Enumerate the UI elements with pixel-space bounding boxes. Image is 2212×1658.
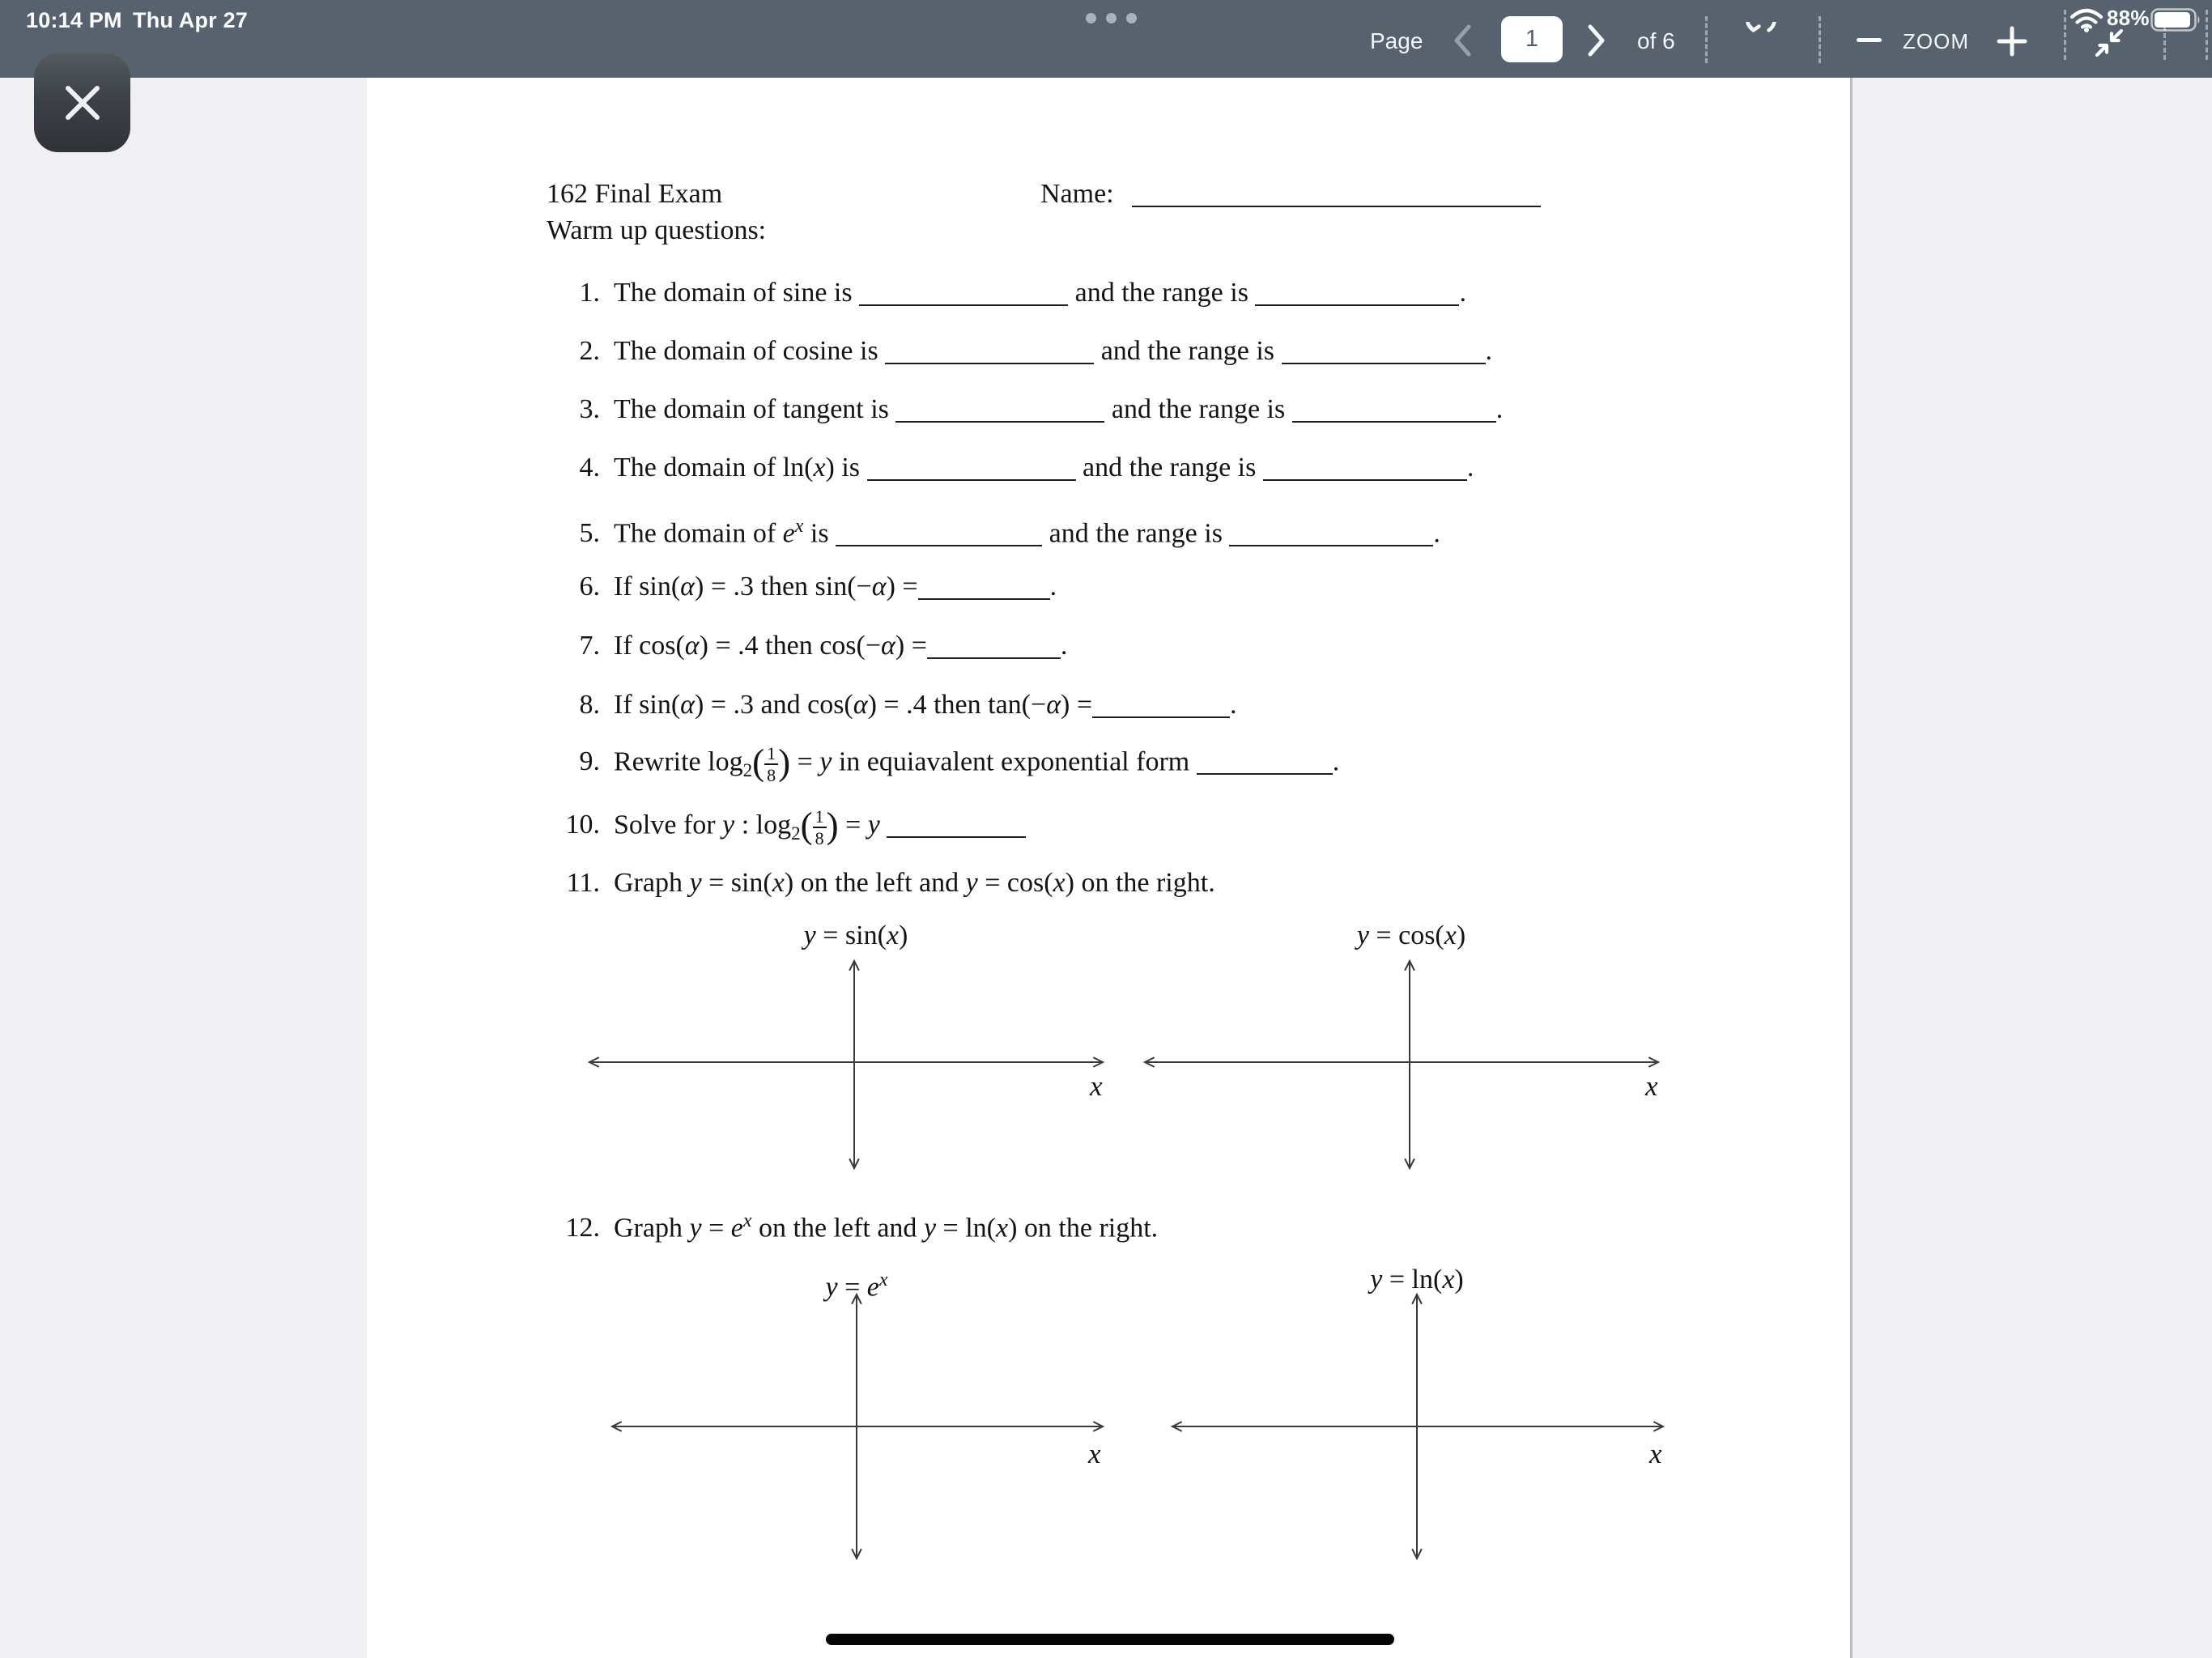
question-text: and the range is xyxy=(1068,278,1256,308)
question-text: : log xyxy=(734,810,792,840)
pdf-viewer-toolbar xyxy=(0,0,2212,78)
document-title: 162 Final Exam xyxy=(547,179,723,209)
question-text: ) = xyxy=(895,631,927,661)
question-text: Rewrite log xyxy=(614,746,743,777)
question-row-1 xyxy=(553,277,1466,309)
battery-percent: 88% xyxy=(2107,6,2150,30)
question-number: 3. xyxy=(579,394,600,424)
toolbar-separator xyxy=(1819,16,1821,63)
x-axis-label: x xyxy=(1645,1070,1658,1102)
question-text: ) xyxy=(899,920,908,950)
name-answer-blank xyxy=(1132,202,1541,207)
answer-blank xyxy=(1282,359,1486,364)
question-text: . xyxy=(1060,631,1068,661)
question-row-9 xyxy=(553,744,1339,787)
question-text: The domain of xyxy=(614,518,783,549)
math-superscript: x xyxy=(794,516,804,537)
paren-close: ) xyxy=(826,805,839,846)
chevron-left-icon xyxy=(1450,23,1474,58)
question-text: The domain of sine is xyxy=(614,278,860,308)
graph-equation-label xyxy=(804,920,908,952)
math-fraction: $\frac{1}{8}$ xyxy=(813,807,827,848)
question-text: in equiavalent exponential form xyxy=(832,746,1197,777)
status-date: Thu Apr 27 xyxy=(133,8,249,32)
question-row-4 xyxy=(553,452,1474,484)
answer-blank xyxy=(887,833,1026,838)
question-text: Graph xyxy=(614,1213,690,1244)
answer-blank xyxy=(1292,418,1496,423)
question-text: = cos( xyxy=(1368,920,1444,950)
question-text: ) = xyxy=(1061,690,1093,720)
question-number: 7. xyxy=(579,631,600,661)
math-variable: y xyxy=(689,1213,702,1244)
question-text: ) on the right. xyxy=(1008,1213,1159,1244)
math-variable: y xyxy=(803,920,816,950)
zoom-out-button[interactable] xyxy=(1853,28,1885,52)
page-number-input[interactable] xyxy=(1501,16,1563,62)
question-text: ) xyxy=(1456,920,1466,950)
paren-open: ( xyxy=(752,742,765,783)
question-text: If sin( xyxy=(614,572,681,602)
question-text: . xyxy=(1332,746,1340,777)
math-variable: y xyxy=(867,810,880,840)
graph-equation-label xyxy=(1370,1264,1463,1296)
question-text: and the range is xyxy=(1094,336,1282,366)
question-text: ) xyxy=(1454,1265,1464,1295)
question-text: . xyxy=(1459,278,1466,308)
graph-axes xyxy=(1142,959,1661,1171)
math-variable: x xyxy=(772,868,785,898)
question-row-6 xyxy=(553,571,1057,603)
question-text: ) = .4 then cos(− xyxy=(699,631,882,661)
question-text: . xyxy=(1485,336,1493,366)
rotate-button[interactable] xyxy=(1741,21,1781,62)
document-subtitle: Warm up questions: xyxy=(547,215,767,245)
question-text: = xyxy=(790,746,820,777)
page-label: Page xyxy=(1370,28,1423,53)
answer-blank xyxy=(859,301,1068,306)
question-text: = sin( xyxy=(815,920,887,950)
question-text: . xyxy=(1466,453,1474,483)
math-variable: x xyxy=(1442,1265,1455,1295)
close-icon xyxy=(61,81,104,125)
answer-blank xyxy=(918,595,1050,600)
math-variable: α xyxy=(684,631,700,661)
question-text: = cos( xyxy=(977,868,1053,898)
status-time: 10:14 PM xyxy=(26,8,122,32)
math-superscript: x xyxy=(742,1210,752,1231)
question-text: ) on the right. xyxy=(1065,868,1215,898)
name-label: Name: xyxy=(1040,179,1114,209)
x-axis-label: x xyxy=(1649,1438,1662,1469)
name-line xyxy=(1040,178,1541,210)
answer-blank xyxy=(867,476,1076,481)
math-variable: y xyxy=(923,1213,937,1244)
question-text: ) = .3 and cos( xyxy=(695,690,853,720)
math-variable: y xyxy=(1356,920,1369,950)
math-variable: y xyxy=(689,868,702,898)
math-variable: y xyxy=(825,1272,838,1303)
question-text: The domain of cosine is xyxy=(614,336,886,366)
math-subscript: 2 xyxy=(791,823,801,844)
battery-icon xyxy=(2150,8,2202,32)
question-text xyxy=(880,810,887,840)
math-variable: x xyxy=(1444,920,1457,950)
question-row-2 xyxy=(553,335,1492,368)
math-variable: x xyxy=(886,920,900,950)
question-text: = xyxy=(701,1213,731,1244)
plus-icon xyxy=(1996,25,2028,57)
question-text: = xyxy=(837,1272,867,1303)
question-text: ) = .4 then tan(− xyxy=(867,690,1047,720)
chevron-right-icon xyxy=(1585,23,1609,58)
document-page xyxy=(367,78,1853,1658)
x-axis-label: x xyxy=(1090,1070,1103,1102)
question-text: The domain of tangent is xyxy=(614,394,896,424)
math-variable: x xyxy=(1053,868,1066,898)
answer-blank xyxy=(885,359,1094,364)
math-variable: α xyxy=(881,631,895,661)
graph-equation-label xyxy=(1357,920,1465,952)
question-text: = ln( xyxy=(1382,1265,1443,1295)
math-variable: α xyxy=(680,690,696,720)
math-superscript: x xyxy=(878,1269,888,1290)
graph-axes xyxy=(1170,1292,1665,1561)
question-row-7 xyxy=(553,630,1067,662)
math-fraction: $\frac{1}{8}$ xyxy=(764,744,778,785)
answer-blank xyxy=(836,542,1042,546)
math-variable: α xyxy=(1046,690,1061,720)
minus-icon xyxy=(1857,38,1882,42)
toolbar-separator xyxy=(1705,16,1708,63)
question-number: 5. xyxy=(579,518,600,549)
math-variable: y xyxy=(722,810,735,840)
question-number: 1. xyxy=(579,278,600,308)
math-variable: x xyxy=(995,1213,1009,1244)
x-axis-label: x xyxy=(1088,1438,1101,1469)
rotate-icon xyxy=(1742,22,1780,61)
graph-axes xyxy=(587,959,1105,1171)
toolbar-separator xyxy=(2206,10,2208,60)
question-text: Solve for xyxy=(614,810,723,840)
answer-blank xyxy=(1263,476,1467,481)
question-text: on the left and xyxy=(751,1213,924,1244)
question-text: and the range is xyxy=(1104,394,1292,424)
question-text: ) on the left and xyxy=(784,868,966,898)
graph-axes xyxy=(610,1292,1105,1561)
multitasking-indicator-dots xyxy=(1086,13,1137,23)
question-text: ) = .3 then sin(− xyxy=(695,572,872,602)
question-row-8 xyxy=(553,689,1237,721)
question-text: . xyxy=(1495,394,1504,424)
question-number: 12. xyxy=(565,1213,600,1244)
math-subscript: 2 xyxy=(742,760,753,781)
answer-blank xyxy=(927,654,1061,659)
question-number: 4. xyxy=(579,453,600,483)
math-variable: α xyxy=(680,572,696,602)
math-variable: α xyxy=(871,572,887,602)
question-row-5 xyxy=(553,510,1440,550)
math-variable: y xyxy=(819,746,832,777)
question-number: 6. xyxy=(579,572,600,602)
math-variable: x xyxy=(813,453,826,483)
zoom-in-button[interactable] xyxy=(1993,23,2031,60)
close-button[interactable] xyxy=(34,53,130,152)
answer-blank xyxy=(1197,770,1333,775)
question-text: is xyxy=(803,518,836,549)
home-indicator[interactable] xyxy=(826,1634,1394,1645)
math-variable: α xyxy=(853,690,868,720)
page-count-label: of 6 xyxy=(1637,28,1675,53)
question-row-12 xyxy=(553,1205,1158,1244)
math-variable: e xyxy=(866,1272,879,1303)
answer-blank xyxy=(895,418,1104,423)
question-text: ) = xyxy=(886,572,918,602)
question-text: and the range is xyxy=(1042,518,1230,549)
collapse-button[interactable] xyxy=(2092,26,2126,60)
question-text: . xyxy=(1433,518,1440,549)
page-next-button[interactable] xyxy=(1580,23,1613,58)
question-text: and the range is xyxy=(1075,453,1263,483)
collapse-arrows-icon xyxy=(2093,27,2125,59)
viewer-background xyxy=(0,78,2212,1658)
question-number: 11. xyxy=(566,868,600,898)
question-number: 9. xyxy=(579,746,600,777)
toolbar-separator xyxy=(2064,10,2066,60)
question-text: = xyxy=(838,810,868,840)
toolbar-separator xyxy=(2163,26,2166,60)
paren-close: ) xyxy=(778,742,791,783)
math-variable: e xyxy=(782,518,795,549)
paren-open: ( xyxy=(800,805,813,846)
answer-blank xyxy=(1255,301,1459,306)
math-variable: y xyxy=(965,868,978,898)
question-text: . xyxy=(1230,690,1237,720)
math-variable: e xyxy=(730,1213,743,1244)
question-text: ) is xyxy=(825,453,867,483)
question-number: 10. xyxy=(565,810,600,840)
question-text: The domain of ln( xyxy=(614,453,814,483)
question-text: Graph xyxy=(614,868,690,898)
question-text: = ln( xyxy=(936,1213,996,1244)
question-row-10 xyxy=(553,807,1026,850)
answer-blank xyxy=(1229,542,1433,546)
page-prev-button[interactable] xyxy=(1446,23,1478,58)
question-row-3 xyxy=(553,393,1503,426)
question-number: 2. xyxy=(579,336,600,366)
question-text: = sin( xyxy=(701,868,772,898)
zoom-label: ZOOM xyxy=(1903,29,1969,53)
question-row-11 xyxy=(553,867,1215,899)
question-text: If cos( xyxy=(614,631,685,661)
math-variable: y xyxy=(1370,1265,1383,1295)
answer-blank xyxy=(1092,713,1230,718)
question-text: If sin( xyxy=(614,690,681,720)
question-text: . xyxy=(1049,572,1057,602)
question-number: 8. xyxy=(579,690,600,720)
